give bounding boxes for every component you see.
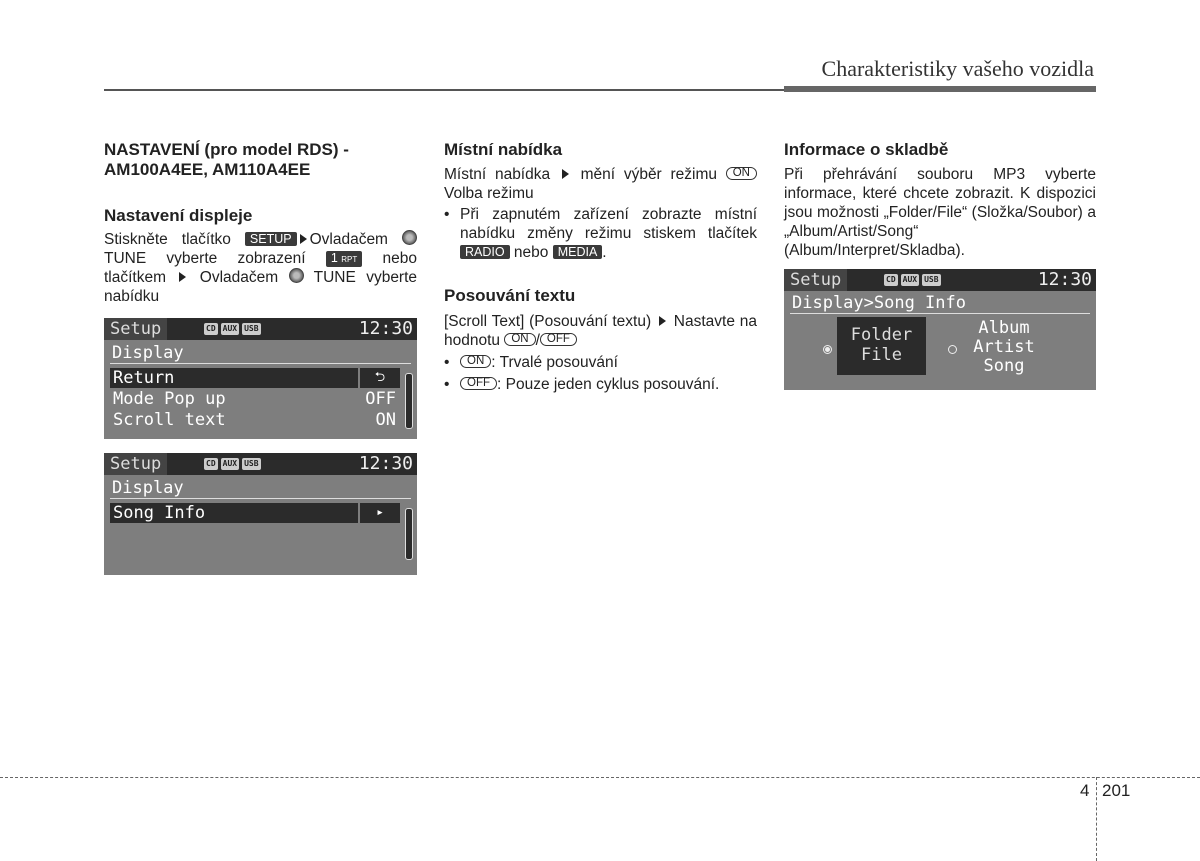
- arrow-right-icon: [179, 272, 186, 282]
- setup-button-badge: SETUP: [245, 232, 297, 246]
- cd-icon: CD: [206, 459, 216, 468]
- radio-folder-file[interactable]: [823, 345, 832, 354]
- screen-subtitle: Display: [112, 478, 184, 498]
- page-number: 201: [1102, 781, 1131, 800]
- divider: [110, 363, 411, 364]
- screen-status-bar: Setup CD AUX USB 12:30: [104, 318, 417, 340]
- column-display-settings: [104, 140, 417, 306]
- divider: [790, 313, 1090, 314]
- radio-button-badge: RADIO: [460, 245, 510, 259]
- source-icons: [884, 274, 941, 286]
- column-song-info: [784, 140, 1096, 260]
- arrow-right-icon: [300, 234, 307, 244]
- screen-status-bar: Setup CD AUX USB 12:30: [784, 269, 1096, 291]
- display-screen-song-info: [104, 453, 417, 575]
- on-badge: ON: [726, 167, 757, 180]
- option-folder-file[interactable]: Folder File: [837, 317, 926, 375]
- aux-icon: AUX: [902, 275, 918, 284]
- section-heading: Místní nabídka: [444, 140, 563, 159]
- source-icons: [204, 323, 261, 335]
- clock: 12:30: [358, 453, 413, 474]
- clock: 12:30: [358, 318, 413, 339]
- cd-icon: CD: [886, 275, 896, 284]
- page-header-title: Charakteristiky vašeho vozidla: [821, 56, 1094, 81]
- option-album-artist-song[interactable]: Album Artist Song: [973, 318, 1035, 376]
- song-info-paragraph: Při přehrávání souboru MP3 vyberte informace, které chcete zobrazit. K dispozici jsou možnosti „Folder/File“ (Složka/Soubor) a „Album/Artist/Song“ (Album/Interpret/Skladba).: [784, 166, 1096, 259]
- tune-knob-icon: [289, 268, 304, 283]
- usb-icon: USB: [244, 324, 259, 333]
- screen-subtitle: Display>Song Info: [792, 293, 966, 313]
- instruction-paragraph: Stiskněte tlačítko SETUP Ovladačem TUNE vyberte zobrazení 1 RPT nebo tlačítkem Ovladačem TUNE vyberte nabídku: [104, 231, 418, 305]
- divider: [110, 498, 411, 499]
- on-badge: ON: [504, 333, 535, 346]
- screen-status-bar: Setup CD AUX USB 12:30: [104, 453, 417, 475]
- footer-divider: [1096, 777, 1097, 861]
- subsection-heading: Nastavení displeje: [104, 206, 253, 225]
- display-screen-song-info-options: [784, 269, 1096, 390]
- off-badge: OFF: [540, 333, 577, 346]
- header-rule-thick: [784, 86, 1096, 92]
- bullet-item: • ON : Trvalé posouvání: [444, 354, 618, 371]
- return-icon[interactable]: ⮌: [360, 368, 400, 388]
- radio-album-artist-song[interactable]: [948, 345, 957, 354]
- arrow-right-icon: [562, 169, 569, 179]
- section-heading: NASTAVENÍ (pro model RDS) - AM100A4EE, AM110A4EE: [104, 140, 349, 179]
- on-badge: ON: [460, 355, 491, 368]
- section-heading: Informace o skladbě: [784, 140, 949, 159]
- bullet-item: • OFF : Pouze jeden cyklus posouvání.: [444, 376, 720, 393]
- arrow-right-icon: [659, 316, 666, 326]
- menu-row-scroll-text[interactable]: Scroll text ON: [113, 410, 396, 430]
- aux-icon: AUX: [222, 324, 238, 333]
- scroll-text-paragraph: [Scroll Text] (Posouvání textu) Nastavte na hodnotu ON / OFF: [444, 313, 757, 349]
- menu-row-return[interactable]: Return: [110, 368, 358, 388]
- section-heading: Posouvání textu: [444, 286, 576, 305]
- scrollbar[interactable]: [405, 508, 413, 560]
- aux-icon: AUX: [222, 459, 238, 468]
- source-icons: [204, 458, 261, 470]
- header-rule: [104, 89, 784, 91]
- scrollbar[interactable]: [405, 373, 413, 429]
- display-screen-menu: [104, 318, 417, 439]
- menu-row-song-info[interactable]: Song Info: [110, 503, 358, 523]
- usb-icon: USB: [244, 459, 259, 468]
- column-local-menu: [444, 140, 757, 394]
- screen-subtitle: Display: [112, 343, 184, 363]
- cd-icon: CD: [206, 324, 216, 333]
- usb-icon: USB: [924, 275, 939, 284]
- menu-row-mode-popup[interactable]: Mode Pop up OFF: [113, 389, 396, 409]
- tune-knob-icon: [402, 230, 417, 245]
- chapter-number: 4: [1080, 781, 1090, 800]
- footer-rule: [0, 777, 1200, 778]
- media-button-badge: MEDIA: [553, 245, 603, 259]
- bullet-item: • Při zapnutém zařízení zobrazte místní nabídku změny režimu stiskem tlačítek RADIO nebo MEDIA .: [444, 206, 757, 261]
- clock: 12:30: [1037, 269, 1092, 290]
- off-badge: OFF: [460, 377, 497, 390]
- rpt-button-badge: 1 RPT: [326, 251, 362, 267]
- chevron-right-icon[interactable]: ▸: [360, 503, 400, 523]
- local-menu-paragraph: Místní nabídka mění výběr režimu ON Volba režimu: [444, 165, 757, 203]
